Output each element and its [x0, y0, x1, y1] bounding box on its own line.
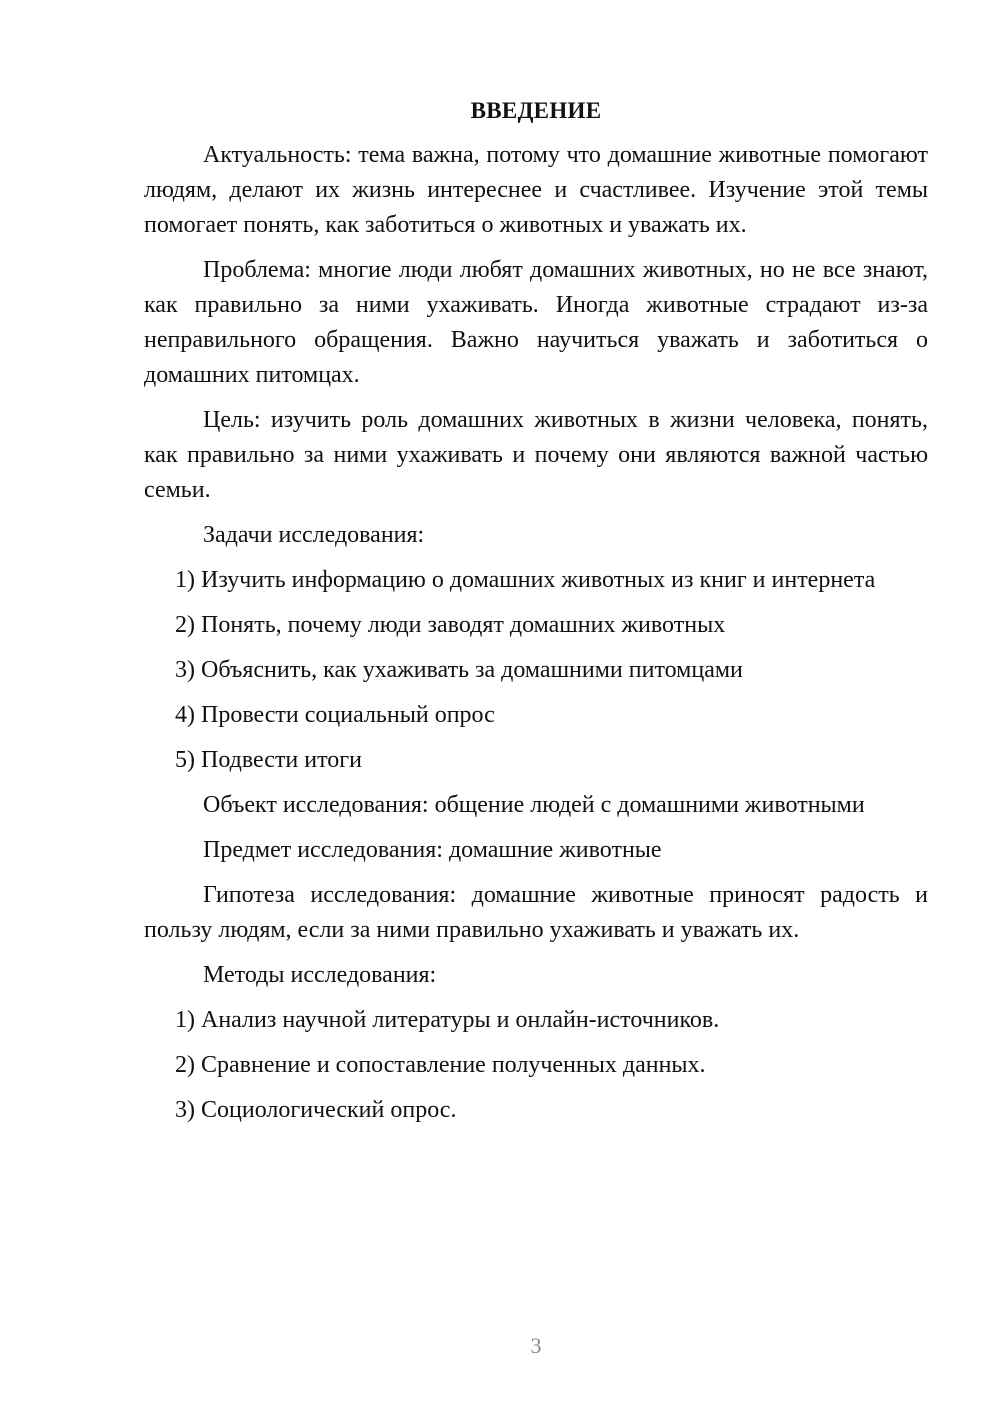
- tasks-list: [144, 563, 928, 778]
- task-item: 1) Изучить информацию о домашних животных из книг и интернета: [175, 567, 876, 593]
- method-item: 1) Анализ научной литературы и онлайн-источников.: [175, 1007, 720, 1033]
- method-item: 3) Социологический опрос.: [175, 1097, 457, 1123]
- goal-paragraph: Цель: изучить роль домашних животных в жизни человека, понять, как правильно за ними ухаживать и почему они являются важной частью семьи.: [144, 407, 928, 503]
- object-paragraph: Объект исследования: общение людей с домашними животными: [203, 792, 865, 818]
- page-content: [144, 94, 928, 1138]
- subject-paragraph: Предмет исследования: домашние животные: [203, 837, 662, 863]
- task-item: 4) Провести социальный опрос: [175, 702, 495, 728]
- section-heading: ВВЕДЕНИЕ: [470, 98, 602, 123]
- methods-list: [144, 1003, 928, 1128]
- relevance-paragraph: Актуальность: тема важна, потому что домашние животные помогают людям, делают их жизнь интереснее и счастливее. Изучение этой темы помогает понять, как заботиться о животных и уважать их.: [144, 142, 928, 238]
- task-item: 5) Подвести итоги: [175, 747, 362, 773]
- task-item: 3) Объяснить, как ухаживать за домашними питомцами: [175, 657, 743, 683]
- task-item: 2) Понять, почему люди заводят домашних животных: [175, 612, 726, 638]
- hypothesis-paragraph: Гипотеза исследования: домашние животные приносят радость и пользу людям, если за ними правильно ухаживать и уважать их.: [144, 882, 928, 943]
- problem-paragraph: Проблема: многие люди любят домашних животных, но не все знают, как правильно за ними ухаживать. Иногда животные страдают из-за неправильного обращения. Важно научиться уважать и заботиться о домашних питомцах.: [144, 257, 928, 388]
- tasks-title: Задачи исследования:: [203, 522, 425, 548]
- page-number: 3: [530, 1333, 542, 1358]
- method-item: 2) Сравнение и сопоставление полученных данных.: [175, 1052, 706, 1078]
- methods-title: Методы исследования:: [203, 962, 437, 988]
